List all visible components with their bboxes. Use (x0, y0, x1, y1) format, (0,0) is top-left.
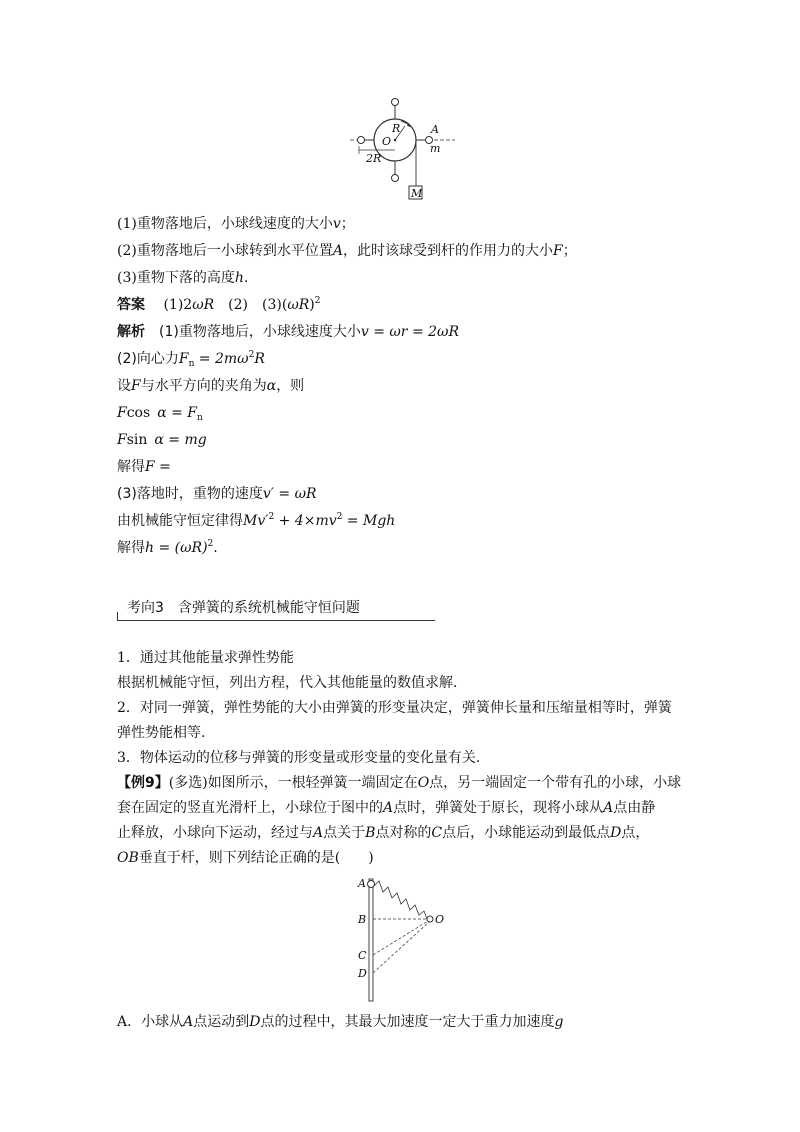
label-B: B (358, 913, 367, 926)
topic-heading (117, 598, 435, 621)
topic-title: 考向3 含弹簧的系统机械能守恒问题 (127, 600, 360, 616)
point-2-line-2: 弹性势能相等. (117, 725, 206, 741)
solution-line-2: (2)向心力$F_n = 2m\omega^2R$ (117, 350, 265, 369)
question-1: (1)重物落地后，小球线速度的大小v； (117, 216, 355, 232)
point-1: 1．通过其他能量求弹性势能 (117, 650, 294, 666)
example-line-1: 【例9】(多选)如图所示，一根轻弹簧一端固定在O点，另一端固定一个带有孔的小球，小球 (117, 775, 682, 791)
solution-line-1: 解析 (1)重物落地后，小球线速度大小v = ωr = 2ωR (117, 324, 459, 340)
question-3: (3)重物下落的高度h. (117, 270, 249, 286)
solution-line-4: Fcos $\alpha = F_n$ (117, 405, 203, 423)
point-2-line-1: 2．对同一弹簧，弹性势能的大小由弹簧的形变量决定，弹簧伸长量和压缩量相等时，弹簧 (117, 700, 672, 716)
solution-line-5: Fsin α = mg (117, 432, 207, 448)
example-line-4: OB垂直于杆，则下列结论正确的是( ) (117, 850, 374, 866)
label-M: M (411, 187, 423, 200)
answer-line: 答案 (1)2ωR (2) $(3)(\omega R)^2$ (117, 296, 321, 313)
topic-tick (117, 612, 118, 620)
point-3: 3．物体运动的位移与弹簧的形变量或形变量的变化量有关. (117, 750, 481, 766)
option-a: A．小球从A点运动到D点的过程中，其最大加速度一定大于重力加速度g (117, 1014, 564, 1030)
solution-line-9: 解得$h = (\omega R)^2$. (117, 539, 218, 556)
wheel-figure (345, 95, 460, 205)
solution-line-8: 由机械能守恒定律得$Mv'^2 + 4\times mv^2$ = Mgh (117, 512, 396, 529)
question-2: (2)重物落地后一小球转到水平位置A，此时该球受到杆的作用力的大小F； (117, 243, 577, 259)
label-A: A (358, 877, 366, 890)
point-1-body: 根据机械能守恒，列出方程，代入其他能量的数值求解. (117, 675, 458, 691)
solution-line-6: 解得F = (117, 459, 171, 475)
example-line-2: 套在固定的竖直光滑杆上，小球位于图中的A点时，弹簧处于原长，现将小球从A点由静 (117, 800, 656, 816)
example-line-3: 止释放，小球向下运动，经过与A点关于B点对称的C点后，小球能运动到最低点D点， (117, 825, 650, 841)
spring-figure (355, 875, 455, 1005)
label-R: R (392, 122, 401, 135)
label-O: O (435, 913, 445, 926)
label-C: C (358, 949, 367, 962)
label-D: D (358, 967, 367, 980)
label-2R: 2R (366, 152, 382, 165)
label-A: A (431, 123, 439, 136)
solution-line-7: (3)落地时，重物的速度v′ = ωR (117, 486, 317, 502)
label-O: O (382, 135, 392, 148)
solution-line-3: 设F与水平方向的夹角为α，则 (117, 378, 305, 394)
label-m: m (430, 142, 441, 155)
